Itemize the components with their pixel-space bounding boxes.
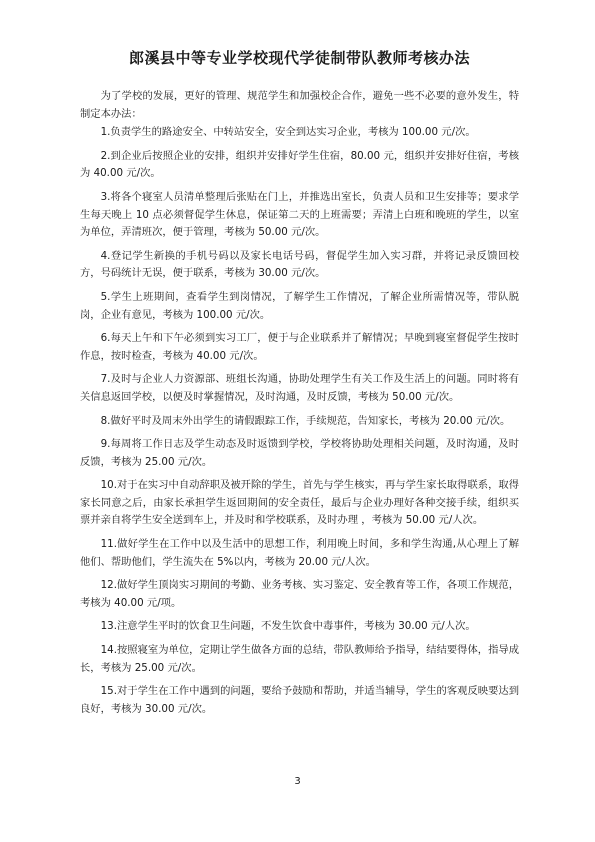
- document-title: 郎溪县中等专业学校现代学徒制带队教师考核办法: [128, 49, 470, 67]
- list-item: 2.到企业后按照企业的安排，组织并安排好学生住宿，80.00 元，组织并安排好住宿，考核为 40.00 元/次。: [80, 149, 519, 180]
- list-item: 14.按照寝室为单位，定期让学生做各方面的总结，带队教师给予指导，结结要得体，指导成长，考核为 25.00 元/次。: [80, 644, 519, 674]
- document-body: [80, 88, 519, 718]
- page-number: 3: [294, 776, 301, 787]
- list-item: 5.学生上班期间，查看学生到岗情况，了解学生工作情况，了解企业所需情况等，带队脱岗，企业有意见，考核为 100.00 元/次。: [80, 290, 519, 321]
- list-item: 15.对于学生在工作中遇到的问题，要给予鼓励和帮助，并适当辅导，学生的客观反映要达到良好，考核为 30.00 元/次。: [80, 685, 519, 715]
- list-item: 8.做好平时及周末外出学生的请假跟踪工作，手续规范，告知家长，考核为 20.00 元/次。: [100, 414, 511, 427]
- list-item: 4.登记学生新换的手机号码以及家长电话号码，督促学生加入实习群，并将记录反馈回校方，号码统计无误，便于联系，考核为 30.00 元/次。: [80, 249, 519, 280]
- list-item: 7.及时与企业人力资源部、班组长沟通，协助处理学生有关工作及生活上的问题。同时将有关信息返回学校，以便及时掌握情况，及时沟通，及时反馈，考核为 50.00 元/次。: [80, 373, 519, 403]
- list-item: 3.将各个寝室人员清单整理后张贴在门上，并推选出室长，负责人员和卫生安排等；要求学生每天晚上 10 点必须督促学生休息，保证第二天的上班需要；弄清上白班和晚班的学生，以室为单位，弄清班次，便于管理，考核为 50.00 元/次。: [80, 190, 519, 239]
- intro-paragraph: 为了学校的发展，更好的管理、规范学生和加强校企合作，避免一些不必要的意外发生，特制定本办法：: [80, 90, 519, 120]
- list-item: 6.每天上午和下午必须到实习工厂，便于与企业联系并了解情况；早晚到寝室督促学生按时作息，按时检查，考核为 40.00 元/次。: [80, 332, 519, 362]
- list-item: 9.每周将工作日志及学生动态及时返馈到学校，学校将协助处理相关问题，及时沟通，及时反馈，考核为 25.00 元/次。: [80, 438, 519, 468]
- list-item: 11.做好学生在工作中以及生活中的思想工作，利用晚上时间，多和学生沟通,从心理上了解他们、帮助他们，学生流失在 5%以内，考核为 20.00 元/人次。: [80, 538, 519, 568]
- list-item: 1.负责学生的路途安全、中转站安全，安全到达实习企业，考核为 100.00 元/次。: [100, 126, 476, 139]
- list-item: 13.注意学生平时的饮食卫生问题，不发生饮食中毒事件，考核为 30.00 元/人次。: [100, 620, 476, 633]
- list-item: 10.对于在实习中自动辞职及被开除的学生，首先与学生核实，再与学生家长取得联系，取得家长同意之后，由家长承担学生返回期间的安全责任，最后与企业办理好各种交接手续，组织买票并亲自将学生安全送到车上，并及时和学校联系，及时办理 ，考核为 50.00 元/人次。: [80, 479, 519, 527]
- list-item: 12.做好学生顶岗实习期间的考勤、业务考核、实习鉴定、安全教育等工作，各项工作规范，考核为 40.00 元/项。: [80, 579, 519, 609]
